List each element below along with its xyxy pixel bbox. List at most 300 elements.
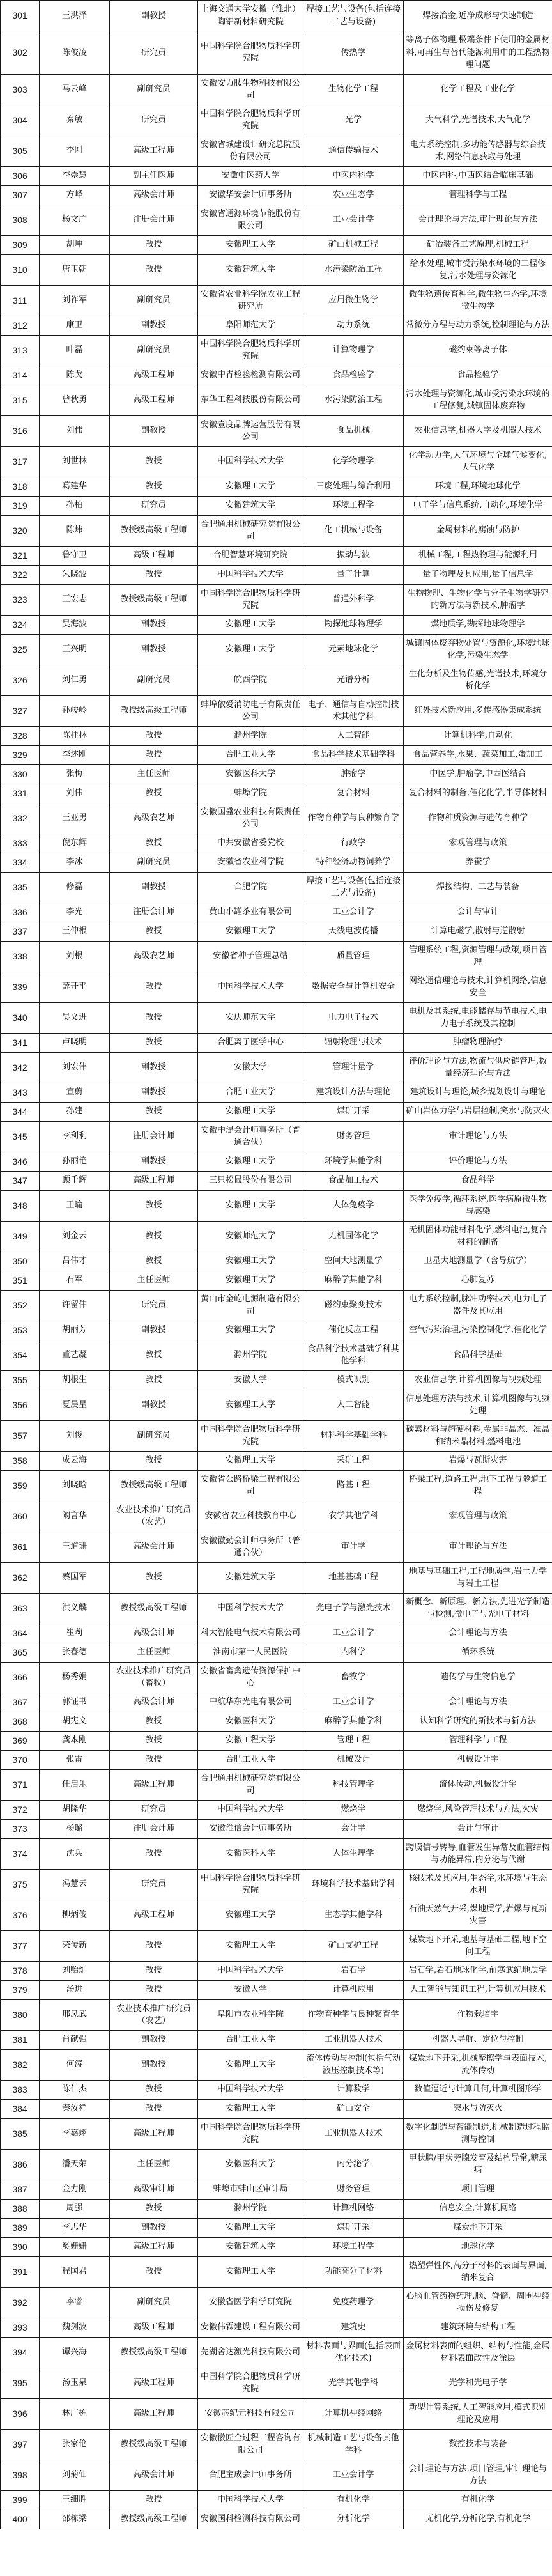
research-directions-cell: 流体传动,机械设计学 [404,1769,552,1800]
specialty-field-cell: 生态学其他学科 [303,1900,404,1930]
row-number-cell: 373 [1,1819,40,1838]
professional-title-cell: 高级审计师 [110,2180,198,2199]
specialty-field-cell: 电子、通信与自动控制技术其他学科 [303,695,404,726]
row-number-cell: 318 [1,477,40,496]
person-name-cell: 李崇慧 [40,166,110,185]
table-row [1,2030,552,2049]
organization-cell: 安徽理工大学 [198,2049,303,2080]
research-directions-cell: 宏观管理与政策 [404,1501,552,1532]
professional-title-cell: 教授 [110,235,198,254]
professional-title-cell: 教授 [110,1002,198,1033]
row-number-cell: 323 [1,584,40,615]
table-row [1,105,552,136]
table-row [1,2256,552,2287]
person-name-cell: 刘伟 [40,415,110,446]
person-name-cell: 刘俊 [40,1420,110,1451]
specialty-field-cell: 煤矿开采 [303,2218,404,2237]
specialty-field-cell: 水污染防治工程 [303,385,404,415]
organization-cell: 安徽建筑大学 [198,496,303,515]
person-name-cell: 任启乐 [40,1769,110,1800]
research-directions-cell: 人工智能与知识工程,计算机应用技术 [404,1980,552,1999]
research-directions-cell: 跨膜信号转导,血管发生异常及血管结构与功能异常,内分泌与代谢 [404,1838,552,1869]
specialty-field-cell: 矿山安全 [303,2099,404,2118]
research-directions-cell: 数值逼近与计算几何,计算机图形学 [404,2080,552,2099]
research-directions-cell: 污水处理与资源化,城市受污染水环境的工程修复,城镇固体废弃物 [404,385,552,415]
professional-title-cell: 研究员 [110,31,198,75]
table-row [1,803,552,834]
table-row [1,1838,552,1869]
table-row [1,1420,552,1451]
research-directions-cell: 肿瘤物理治疗 [404,1033,552,1052]
table-row [1,2149,552,2180]
research-directions-cell: 管理科学与工程 [404,1731,552,1750]
organization-cell: 安徽徽匠全过程工程咨询有限公司 [198,2429,303,2460]
professional-title-cell: 副研究员 [110,285,198,316]
person-name-cell: 肖献强 [40,2030,110,2049]
person-name-cell: 李利利 [40,1121,110,1152]
specialty-field-cell: 环境学其他学科 [303,1152,404,1171]
research-directions-cell: 审计理论与方法 [404,1532,552,1562]
table-row [1,2337,552,2368]
specialty-field-cell: 肿瘤学 [303,764,404,784]
organization-cell: 合肥工业大学 [198,1750,303,1769]
research-directions-cell: 审计理论与方法 [404,1121,552,1152]
table-row [1,834,552,853]
row-number-cell: 358 [1,1451,40,1470]
person-name-cell: 奚姗姗 [40,2237,110,2256]
organization-cell: 阜阳师范大学 [198,316,303,335]
person-name-cell: 冯慧云 [40,1869,110,1900]
organization-cell: 安徽省畜禽遗传资源保护中心 [198,1662,303,1693]
professional-title-cell: 副研究员 [110,2287,198,2318]
research-directions-cell: 项目管理 [404,2180,552,2199]
row-number-cell: 329 [1,745,40,764]
person-name-cell: 汤进 [40,1980,110,1999]
organization-cell: 安徽大学 [198,1370,303,1390]
research-directions-cell: 评价理论与方法,物流与供应链管理,数量经济理论与方法 [404,1052,552,1083]
table-row [1,2490,552,2510]
row-number-cell: 394 [1,2337,40,2368]
organization-cell: 滁州学院 [198,1340,303,1370]
research-directions-cell: 评价理论与方法 [404,1152,552,1171]
row-number-cell: 330 [1,764,40,784]
person-name-cell: 陈戈 [40,366,110,385]
row-number-cell: 345 [1,1121,40,1152]
professional-title-cell: 副教授 [110,2218,198,2237]
table-row [1,1152,552,1171]
research-directions-cell: 等离子体物理,极端条件下使用的金属材料,可再生与替代能源利用中的工程热物理问题 [404,31,552,75]
table-row [1,446,552,477]
row-number-cell: 305 [1,136,40,166]
organization-cell: 中国科学院合肥物质科学研究院 [198,2118,303,2149]
organization-cell: 安徽省城建设计研究总院股份有限公司 [198,136,303,166]
specialty-field-cell: 矿山机械工程 [303,235,404,254]
person-name-cell: 刘伟 [40,784,110,803]
specialty-field-cell: 勘探地球物理学 [303,615,404,634]
organization-cell: 中国科学院合肥物质科学研究院 [198,2368,303,2398]
research-directions-cell: 卫星大地测量学（含导航学） [404,1252,552,1271]
professional-title-cell: 高级会计师 [110,1624,198,1643]
table-row [1,1033,552,1052]
organization-cell: 合肥通用机械研究院有限公司 [198,515,303,546]
person-name-cell: 张家伦 [40,2429,110,2460]
row-number-cell: 301 [1,1,40,31]
row-number-cell: 365 [1,1643,40,1662]
person-name-cell: 张春德 [40,1643,110,1662]
organization-cell: 中国科学技术大学 [198,1593,303,1624]
row-number-cell: 353 [1,1321,40,1340]
table-row [1,1900,552,1930]
person-name-cell: 董艺凝 [40,1340,110,1370]
specialty-field-cell: 应用微生物学 [303,285,404,316]
table-row [1,2318,552,2337]
table-row [1,584,552,615]
row-number-cell: 368 [1,1712,40,1731]
organization-cell: 安徽淮信会计师事务所 [198,1819,303,1838]
organization-cell: 安徽壹度品牌运营股份有限公司 [198,415,303,446]
research-directions-cell: 电子学与信息系统,自动化,环境化学 [404,496,552,515]
specialty-field-cell: 工业机器人技术 [303,2118,404,2149]
professional-title-cell: 教授 [110,1033,198,1052]
row-number-cell: 350 [1,1252,40,1271]
row-number-cell: 372 [1,1800,40,1819]
research-directions-cell: 热塑弹性体,高分子材料的表面与界面,纳米复合 [404,2256,552,2287]
row-number-cell: 336 [1,903,40,922]
research-directions-cell: 大气科学,光谱技术,大气化学 [404,105,552,136]
organization-cell: 安徽省农业科技教育中心 [198,1501,303,1532]
research-directions-cell: 会计理论与方法 [404,1624,552,1643]
specialty-field-cell: 传热学 [303,31,404,75]
professional-title-cell: 副教授 [110,2030,198,2049]
specialty-field-cell: 功能高分子材料 [303,2256,404,2287]
row-number-cell: 369 [1,1731,40,1750]
person-name-cell: 洪义麟 [40,1593,110,1624]
person-name-cell: 王道珊 [40,1532,110,1562]
table-row [1,1731,552,1750]
organization-cell: 安徽理工大学 [198,235,303,254]
table-row [1,1083,552,1102]
person-name-cell: 孙峻岭 [40,695,110,726]
specialty-field-cell: 计算机神经网络 [303,2398,404,2429]
organization-cell: 安徽师范大学 [198,1221,303,1252]
table-row [1,941,552,972]
table-row [1,477,552,496]
person-name-cell: 夏晨星 [40,1390,110,1420]
organization-cell: 合肥离子医学中心 [198,1033,303,1052]
research-directions-cell: 建筑设计与理论,城乡规划设计与理论 [404,1083,552,1102]
professional-title-cell: 副教授 [110,415,198,446]
organization-cell: 滁州学院 [198,2199,303,2218]
specialty-field-cell: 食品加工技术 [303,1171,404,1190]
organization-cell: 中国科学院合肥物质科学研究院 [198,1869,303,1900]
person-name-cell: 鲁守卫 [40,546,110,565]
row-number-cell: 371 [1,1769,40,1800]
table-row [1,972,552,1002]
professional-title-cell: 注册会计师 [110,1819,198,1838]
specialty-field-cell: 模式识别 [303,1370,404,1390]
row-number-cell: 346 [1,1152,40,1171]
professional-title-cell: 高级工程师 [110,1769,198,1800]
organization-cell: 合肥学院 [198,872,303,903]
table-row [1,1190,552,1221]
row-number-cell: 344 [1,1102,40,1121]
table-row [1,496,552,515]
person-name-cell: 葛建华 [40,477,110,496]
row-number-cell: 304 [1,105,40,136]
row-number-cell: 380 [1,1999,40,2030]
row-number-cell: 303 [1,74,40,105]
table-row [1,695,552,726]
research-directions-cell: 环境工程,环境地球化学 [404,477,552,496]
person-name-cell: 卢晓明 [40,1033,110,1052]
organization-cell: 安徽医科大学 [198,764,303,784]
person-name-cell: 马云峰 [40,74,110,105]
professional-title-cell: 教授级高级工程师 [110,1593,198,1624]
research-directions-cell: 食品科学基础 [404,1340,552,1370]
research-directions-cell: 石油天然气开采,煤地质学,岩爆与瓦斯灾害 [404,1900,552,1930]
specialty-field-cell: 计算机网络 [303,2199,404,2218]
research-directions-cell: 循环系统 [404,1643,552,1662]
specialty-field-cell: 内科学 [303,1643,404,1662]
professional-title-cell: 主任医师 [110,1271,198,1290]
professional-title-cell: 研究员 [110,496,198,515]
row-number-cell: 384 [1,2099,40,2118]
row-number-cell: 308 [1,205,40,235]
person-name-cell: 谭兴海 [40,2337,110,2368]
specialty-field-cell: 通信传输技术 [303,136,404,166]
professional-title-cell: 研究员 [110,1290,198,1321]
person-name-cell: 石军 [40,1271,110,1290]
organization-cell: 合肥通用机械研究院有限公司 [198,1769,303,1800]
person-name-cell: 荣传新 [40,1930,110,1961]
research-directions-cell: 岩爆与瓦斯灾害 [404,1451,552,1470]
professional-title-cell: 副研究员 [110,853,198,872]
organization-cell: 安徽省农业科学院 [198,853,303,872]
research-directions-cell: 电力系统控制,多功能传感器与综合技术,网络信息获取与处理 [404,136,552,166]
professional-title-cell: 教授 [110,1731,198,1750]
professional-title-cell: 教授 [110,2199,198,2218]
table-row [1,316,552,335]
specialty-field-cell: 会计学 [303,1819,404,1838]
specialty-field-cell: 催化反应工程 [303,1321,404,1340]
professional-title-cell: 教授级高级工程师 [110,695,198,726]
professional-title-cell: 教授级高级工程师 [110,2510,198,2529]
row-number-cell: 374 [1,1838,40,1869]
person-name-cell: 金力刚 [40,2180,110,2199]
professional-title-cell: 副教授 [110,872,198,903]
person-name-cell: 顾千辉 [40,1171,110,1190]
person-name-cell: 蔡国军 [40,1562,110,1593]
specialty-field-cell: 作物育种学与良种繁育学 [303,1999,404,2030]
person-name-cell: 孙丽艳 [40,1152,110,1171]
table-row [1,136,552,166]
research-directions-cell: 核技术及其应用,生态学,水环境与生态水利 [404,1869,552,1900]
person-name-cell: 沈兵 [40,1838,110,1869]
row-number-cell: 316 [1,415,40,446]
research-directions-cell: 机械工程,工程热物理与能源利用 [404,546,552,565]
organization-cell: 安徽大学 [198,1980,303,1999]
specialty-field-cell: 环境科学技术基础学科 [303,1869,404,1900]
row-number-cell: 311 [1,285,40,316]
organization-cell: 中国科学技术大学 [198,2080,303,2099]
professional-title-cell: 高级工程师 [110,1171,198,1190]
person-name-cell: 王兴明 [40,634,110,665]
row-number-cell: 314 [1,366,40,385]
specialty-field-cell: 中医内科学 [303,166,404,185]
table-row [1,2118,552,2149]
specialty-field-cell: 煤矿开采 [303,1102,404,1121]
organization-cell: 安徽医科大学 [198,1712,303,1731]
row-number-cell: 398 [1,2460,40,2490]
research-directions-cell: 岩石学,岩石地球化学,前寒武纪地质学 [404,1961,552,1980]
organization-cell: 安徽省医学科学研究院 [198,2287,303,2318]
table-row [1,1562,552,1593]
person-name-cell: 胡宪文 [40,1712,110,1731]
research-directions-cell: 会计理论与方法,项目管理,审计理论与方法 [404,2460,552,2490]
specialty-field-cell: 计算物理学 [303,335,404,366]
person-name-cell: 刘根 [40,941,110,972]
person-name-cell: 吕伟才 [40,1252,110,1271]
row-number-cell: 356 [1,1390,40,1420]
research-directions-cell: 光学和光电子学 [404,2368,552,2398]
person-name-cell: 李光 [40,903,110,922]
row-number-cell: 352 [1,1290,40,1321]
table-row [1,1532,552,1562]
row-number-cell: 390 [1,2237,40,2256]
table-row [1,2429,552,2460]
row-number-cell: 309 [1,235,40,254]
research-directions-cell: 建筑环境与结构工程 [404,2318,552,2337]
professional-title-cell: 高级工程师 [110,2318,198,2337]
research-directions-cell: 遗传学与生物信息学 [404,1662,552,1693]
specialty-field-cell: 水污染防治工程 [303,254,404,285]
organization-cell: 安徽国盛农业科技有限责任公司 [198,803,303,834]
specialty-field-cell: 生物化学工程 [303,74,404,105]
table-row [1,385,552,415]
specialty-field-cell: 空间大地测量学 [303,1252,404,1271]
row-number-cell: 349 [1,1221,40,1252]
organization-cell: 安庆师范大学 [198,1002,303,1033]
person-name-cell: 林广栋 [40,2398,110,2429]
organization-cell: 安徽理工大学 [198,1252,303,1271]
person-name-cell: 王宏志 [40,584,110,615]
professional-title-cell: 教授 [110,1712,198,1731]
person-name-cell: 王瑜 [40,1190,110,1221]
table-row [1,1221,552,1252]
specialty-field-cell: 材料表面与界面(包括表面优化技术) [303,2337,404,2368]
professional-title-cell: 教授 [110,1451,198,1470]
person-name-cell: 杨璐 [40,1819,110,1838]
row-number-cell: 370 [1,1750,40,1769]
organization-cell: 中国科学技术大学 [198,1800,303,1819]
specialty-field-cell: 财务管理 [303,1121,404,1152]
specialty-field-cell: 计算机应用 [303,1980,404,1999]
table-row [1,665,552,695]
row-number-cell: 315 [1,385,40,415]
professional-title-cell: 教授 [110,1562,198,1593]
professional-title-cell: 副教授 [110,2049,198,2080]
table-row [1,1102,552,1121]
professional-title-cell: 研究员 [110,1869,198,1900]
specialty-field-cell: 工业机器人技术 [303,2030,404,2049]
person-name-cell: 杨文广 [40,205,110,235]
organization-cell: 安徽理工大学 [198,1190,303,1221]
organization-cell: 中航华东光电有限公司 [198,1693,303,1712]
research-directions-cell: 磁约束等离子体 [404,335,552,366]
person-name-cell: 魏剑波 [40,2318,110,2337]
professional-title-cell: 副教授 [110,1052,198,1083]
organization-cell: 中国科学技术大学 [198,446,303,477]
specialty-field-cell: 辐射物理与技术 [303,1033,404,1052]
specialty-field-cell: 光学其他学科 [303,2368,404,2398]
person-name-cell: 胡坤 [40,235,110,254]
organization-cell: 安徽理工大学 [198,1900,303,1930]
professional-title-cell: 农业技术推广研究员（农艺） [110,1999,198,2030]
row-number-cell: 339 [1,972,40,1002]
specialty-field-cell: 数据安全与计算机安全 [303,972,404,1002]
specialty-field-cell: 人体免疫学 [303,1190,404,1221]
research-directions-cell: 金属材料的腐蚀与防护 [404,515,552,546]
table-row [1,1624,552,1643]
specialty-field-cell: 流体传动与控制(包括气动液压控制技术等) [303,2049,404,2080]
organization-cell: 阜阳市农业科学院 [198,1999,303,2030]
table-row [1,1,552,31]
table-row [1,1869,552,1900]
professional-title-cell: 教授 [110,1102,198,1121]
row-number-cell: 343 [1,1083,40,1102]
table-row [1,1252,552,1271]
row-number-cell: 334 [1,853,40,872]
professional-title-cell: 高级农艺师 [110,941,198,972]
row-number-cell: 397 [1,2429,40,2460]
organization-cell: 安徽理工大学 [198,1271,303,1290]
row-number-cell: 383 [1,2080,40,2099]
row-number-cell: 348 [1,1190,40,1221]
organization-cell: 安徽省农业科学院农业工程研究所 [198,285,303,316]
table-row [1,1800,552,1819]
research-directions-cell: 机械设计学 [404,1750,552,1769]
organization-cell: 安徽医科大学 [198,2149,303,2180]
organization-cell: 安徽芯纪元科技有限公司 [198,2398,303,2429]
row-number-cell: 332 [1,803,40,834]
research-directions-cell: 生物物理、生物化学与分子生物学研究的新方法与新技术,肿瘤学 [404,584,552,615]
specialty-field-cell: 工业会计学 [303,903,404,922]
row-number-cell: 391 [1,2256,40,2287]
person-name-cell: 康卫 [40,316,110,335]
organization-cell: 安徽省公路桥梁工程有限公司 [198,1470,303,1501]
person-name-cell: 陈俊凌 [40,31,110,75]
professional-title-cell: 教授 [110,2080,198,2099]
person-name-cell: 刘贻灿 [40,1961,110,1980]
organization-cell: 安徽省通源环境节能股份有限公司 [198,205,303,235]
organization-cell: 安徽中医药大学 [198,166,303,185]
person-name-cell: 王洪泽 [40,1,110,31]
table-row [1,1002,552,1033]
professional-title-cell: 教授 [110,2256,198,2287]
professional-title-cell: 高级工程师 [110,2398,198,2429]
research-directions-cell: 生化分析及生物传感,光谱技术,环境分析化学 [404,665,552,695]
row-number-cell: 341 [1,1033,40,1052]
row-number-cell: 357 [1,1420,40,1451]
person-name-cell: 王细胜 [40,2490,110,2510]
professional-title-cell: 教授 [110,922,198,941]
specialty-field-cell: 财务管理 [303,2180,404,2199]
specialty-field-cell: 分析化学 [303,2510,404,2529]
research-directions-cell: 食品营养学,水果、蔬菜加工,蛋加工 [404,745,552,764]
table-row [1,745,552,764]
person-name-cell: 胡隆华 [40,1800,110,1819]
table-row [1,1662,552,1693]
